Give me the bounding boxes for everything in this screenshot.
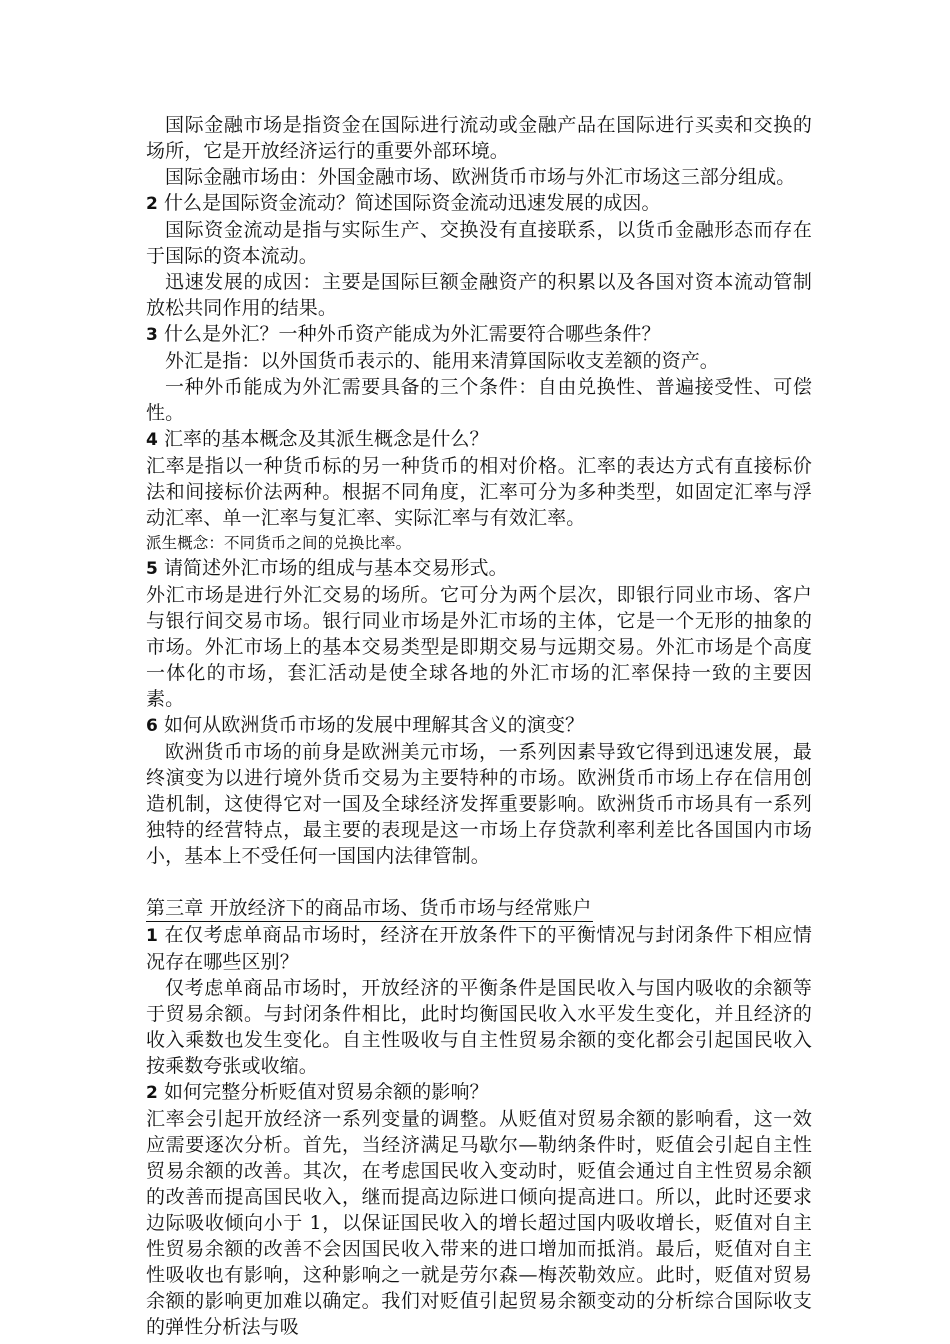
question-number: 2 [146,1083,158,1103]
question-number: 2 [146,194,158,214]
question-heading [146,922,812,975]
answer-paragraph: 国际金融市场是指资金在国际进行流动或金融产品在国际进行买卖和交换的场所，它是开放经济运行的重要外部环境。 [146,114,812,162]
question-heading [146,1079,812,1106]
question-number: 3 [146,325,158,345]
answer-paragraph: 汇率是指以一种货币标的另一种货币的相对价格。汇率的表达方式有直接标价法和间接标价法两种。根据不同角度，汇率可分为多种类型，如固定汇率与浮动汇率、单一汇率与复汇率、实际汇率与有效汇率。 [146,455,812,529]
question-number: 4 [146,430,158,450]
answer-paragraph: 国际资金流动是指与实际生产、交换没有直接联系，以货币金融形态而存在于国际的资本流动。 [146,219,812,267]
question-text: 什么是国际资金流动？简述国际资金流动迅速发展的成因。 [163,192,661,214]
question-heading [146,426,812,453]
question-text: 请简述外汇市场的组成与基本交易形式。 [163,557,508,579]
question-number: 1 [146,926,158,946]
note-paragraph: 派生概念：不同货币之间的兑换比率。 [146,534,412,552]
question-text: 什么是外汇？一种外币资产能成为外汇需要符合哪些条件？ [163,323,661,345]
answer-paragraph: 迅速发展的成因：主要是国际巨额金融资产的积累以及各国对资本流动管制放松共同作用的结果。 [146,271,812,319]
question-heading [146,321,812,348]
question-text: 如何完整分析贬值对贸易余额的影响？ [163,1081,489,1103]
question-text: 汇率的基本概念及其派生概念是什么？ [163,428,489,450]
question-heading [146,555,812,582]
question-heading [146,190,812,217]
question-number: 6 [146,716,158,736]
document-page [146,112,812,1340]
question-text: 在仅考虑单商品市场时，经济在开放条件下的平衡情况与封闭条件下相应情况存在哪些区别？ [146,924,812,973]
answer-paragraph: 外汇是指：以外国货币表示的、能用来清算国际收支差额的资产。 [165,350,719,372]
question-number: 5 [146,559,158,579]
answer-paragraph: 欧洲货币市场的前身是欧洲美元市场，一系列因素导致它得到迅速发展，最终演变为以进行境外货币交易为主要特种的市场。欧洲货币市场上存在信用创造机制，这使得它对一国及全球经济发挥重要影响。欧洲货币市场具有一系列独特的经营特点，最主要的表现是这一市场上存贷款利率利差比各国国内市场小，基本上不受任何一国国内法律管制。 [146,741,812,867]
answer-paragraph: 汇率会引起开放经济一系列变量的调整。从贬值对贸易余额的影响看，这一效应需要逐次分析。首先，当经济满足马歇尔—勒纳条件时，贬值会引起自主性贸易余额的改善。其次，在考虑国民收入变动时，贬值会通过自主性贸易余额的改善而提高国民收入，继而提高边际进口倾向提高进口。所以，此时还要求边际吸收倾向小于 1，以保证国民收入的增长超过国内吸收增长，贬值对自主性贸易余额的改善不会因国民收入带来的进口增加而抵消。最后，贬值对自主性吸收也有影响，这种影响之一就是劳尔森—梅茨勒效应。此时，贬值对贸易余额的影响更加难以确定。我们对贬值引起贸易余额变动的分析综合国际收支的弹性分析法与吸 [146,1108,812,1338]
answer-paragraph: 国际金融市场由：外国金融市场、欧洲货币市场与外汇市场这三部分组成。 [165,166,796,188]
chapter-heading: 第三章 开放经济下的商品市场、货币市场与经常账户 [146,896,593,922]
section-gap [146,869,812,895]
answer-paragraph: 一种外币能成为外汇需要具备的三个条件：自由兑换性、普遍接受性、可偿性。 [146,376,812,424]
chapter-heading-row [146,895,812,922]
question-text: 如何从欧洲货币市场的发展中理解其含义的演变？ [163,714,585,736]
answer-paragraph: 仅考虑单商品市场时，开放经济的平衡条件是国民收入与国内吸收的余额等于贸易余额。与封闭条件相比，此时均衡国民收入水平发生变化，并且经济的收入乘数也发生变化。自主性吸收与自主性贸易余额的变化都会引起国民收入按乘数夸张或收缩。 [146,977,812,1077]
answer-paragraph: 外汇市场是进行外汇交易的场所。它可分为两个层次，即银行同业市场、客户与银行间交易市场。银行同业市场是外汇市场的主体，它是一个无形的抽象的市场。外汇市场上的基本交易类型是即期交易与远期交易。外汇市场是个高度一体化的市场，套汇活动是使全球各地的外汇市场的汇率保持一致的主要因素。 [146,584,812,710]
question-heading [146,712,812,739]
